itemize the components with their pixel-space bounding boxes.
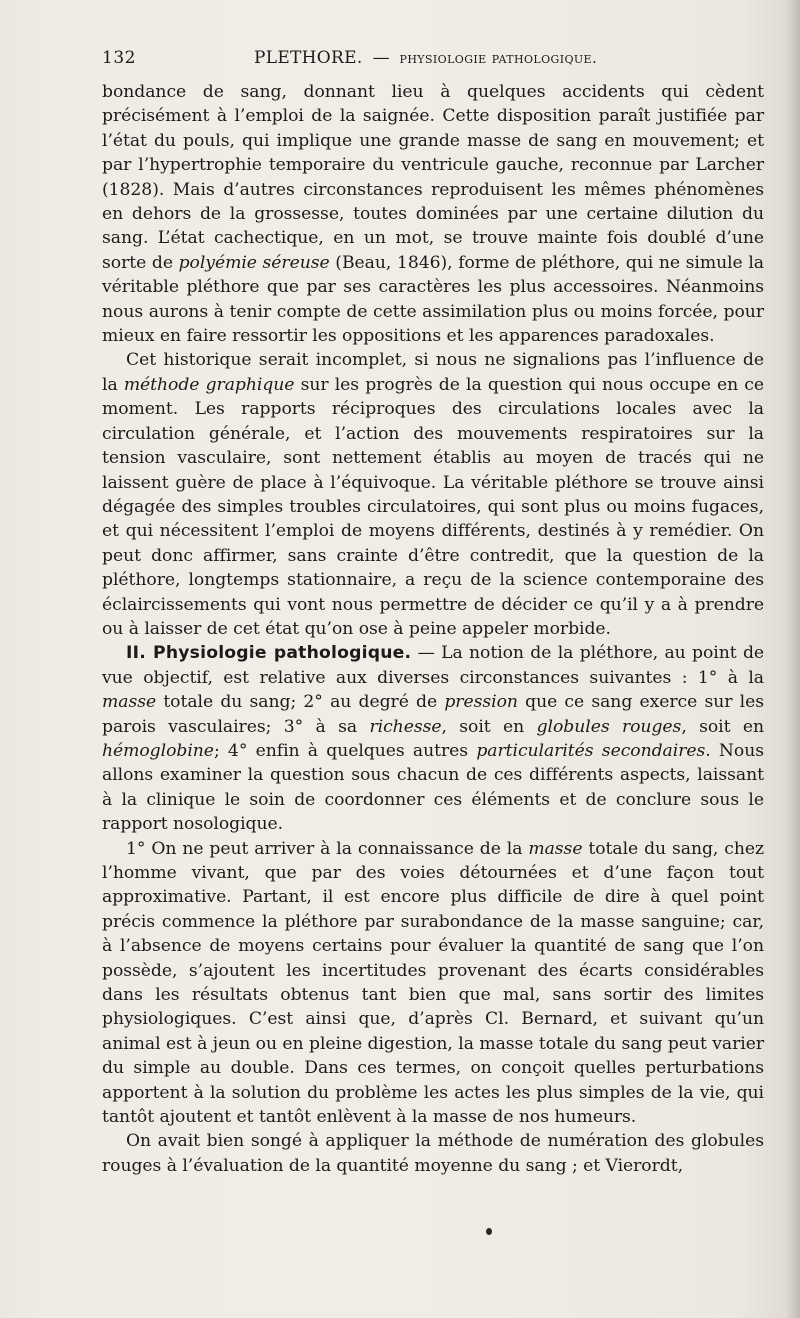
term-methode-graphique: méthode graphique bbox=[123, 374, 295, 395]
paragraph-4-text-b: totale du sang, chez l’homme vivant, que par des voies détournées et d’une façon tout approximative. Partant, il est encore plus difficile de dire à quel point précis commence la pléthore par surabondance de la masse sanguine; car, à l’absence de moyens certains pour évaluer la quantité de sang que l’on possède, s’ajoutent les incertitudes provenant des écarts considérables dans les résultats obtenus tant bien que mal, sans sortir des limites physiologiques. C’est ainsi que, d’après Cl. Bernard, et suivant qu’un animal est à jeun ou en pleine digestion, la masse totale du sang peut varier du simple au double. Dans ces termes, on conçoit quelles perturbations apportent à la solution du problème les actes les plus simples de la vie, qui tantôt ajoutent et tantôt enlèvent à la masse de nos humeurs. bbox=[102, 838, 764, 1128]
running-head-dash: — bbox=[372, 48, 390, 68]
term-masse: masse bbox=[102, 692, 157, 713]
signature-mark-dot bbox=[486, 1228, 492, 1235]
term-hemoglobine: hémoglobine bbox=[102, 740, 214, 761]
term-globules-rouges: globules rouges bbox=[536, 716, 682, 737]
paragraph-3 bbox=[102, 641, 764, 836]
running-title: PLETHORE. bbox=[254, 48, 363, 68]
term-masse-2: masse bbox=[528, 838, 583, 859]
term-richesse: richesse bbox=[369, 716, 442, 737]
term-polyemie-sereuse: polyémie séreuse bbox=[178, 252, 330, 273]
paragraph-3-text-d: , soit en bbox=[441, 716, 537, 737]
paragraph-5-text-a: On avait bien songé à appliquer la méthode de numération des globules rouges à l’évaluation de la quantité moyenne du sang ; et Vierordt, bbox=[102, 1131, 764, 1176]
paragraph-2 bbox=[102, 348, 764, 641]
term-particularites-secondaires: particularités secondaires bbox=[476, 740, 706, 761]
section-heading: II. Physiologie pathologique. bbox=[126, 643, 412, 664]
paragraph-2-text-b: sur les progrès de la question qui nous occupe en ce moment. Les rapports réciproques des circulations locales avec la circulation générale, et l’action des mouvements respiratoires sur la tension vasculaire, sont nettement établis au moyen de tracés qui ne laissent guère de place à l’équivoque. La véritable pléthore se trouve ainsi dégagée des simples troubles circulatoires, qui sont plus ou moins fugaces, et qui nécessitent l’emploi de moyens différents, destinés à y remédier. On peut donc affirmer, sans crainte d’être contredit, que la question de la pléthore, longtemps stationnaire, a reçu de la science contemporaine des éclaircissements qui vont nous permettre de décider ce qu’il y a à prendre ou à laisser de cet état qu’on ose à peine appeler morbide. bbox=[102, 374, 764, 639]
paragraph-3-text-c: que ce sang exerce sur les parois vasculaires; 3° à sa bbox=[102, 692, 764, 737]
page-edge-shadow bbox=[786, 0, 800, 1318]
running-subtitle: physiologie pathologique. bbox=[399, 49, 598, 67]
running-head bbox=[102, 46, 764, 72]
paragraph-1-text-b: (Beau, 1846), forme de pléthore, qui ne simule la véritable pléthore que par ses caractères les plus accessoires. Néanmoins nous aurons à tenir compte de cette assimilation plus ou moins forcée, pour mieux en faire ressortir les oppositions et les apparences paradoxales. bbox=[102, 252, 764, 347]
paragraph-3-text-f: ; 4° enfin à quelques autres bbox=[213, 740, 477, 761]
paragraph-4 bbox=[102, 837, 764, 1130]
term-pression: pression bbox=[444, 692, 518, 713]
paragraph-4-text-a: 1° On ne peut arriver à la connaissance de la bbox=[126, 838, 529, 859]
section-heading-dash: — bbox=[411, 643, 442, 664]
paragraph-2-text-a: Cet historique serait incomplet, si nous ne signalions pas l’influence de la bbox=[102, 350, 764, 395]
text-column bbox=[102, 46, 764, 1178]
paragraph-1 bbox=[102, 80, 764, 348]
paragraph-3-text-a: La notion de la pléthore, au point de vue objectif, est relative aux diverses circonstances suivantes : 1° à la bbox=[102, 643, 765, 688]
paragraph-3-text-b: totale du sang; 2° au degré de bbox=[156, 692, 445, 713]
paragraph-1-text-a: bondance de sang, donnant lieu à quelques accidents qui cèdent précisément à l’emploi de la saignée. Cette disposition paraît justifiée par l’état du pouls, qui implique une grande masse de sang en mouvement; et par l’hypertrophie temporaire du ventricule gauche, reconnue par Larcher (1828). Mais d’autres circonstances reproduisent les mêmes phénomènes en dehors de la grossesse, toutes dominées par une certaine dilution du sang. L’état cachectique, en un mot, se trouve mainte fois doublé d’une sorte de bbox=[102, 82, 764, 273]
paragraph-3-text-e: , soit en bbox=[681, 716, 765, 737]
page-number: 132 bbox=[102, 48, 136, 68]
paragraph-5 bbox=[102, 1129, 764, 1178]
paragraph-3-text-g: . Nous allons examiner la question sous chacun de ces différents aspects, laissant à la clinique le soin de coordonner ces éléments et de conclure sous le rapport nosologique. bbox=[102, 740, 764, 835]
